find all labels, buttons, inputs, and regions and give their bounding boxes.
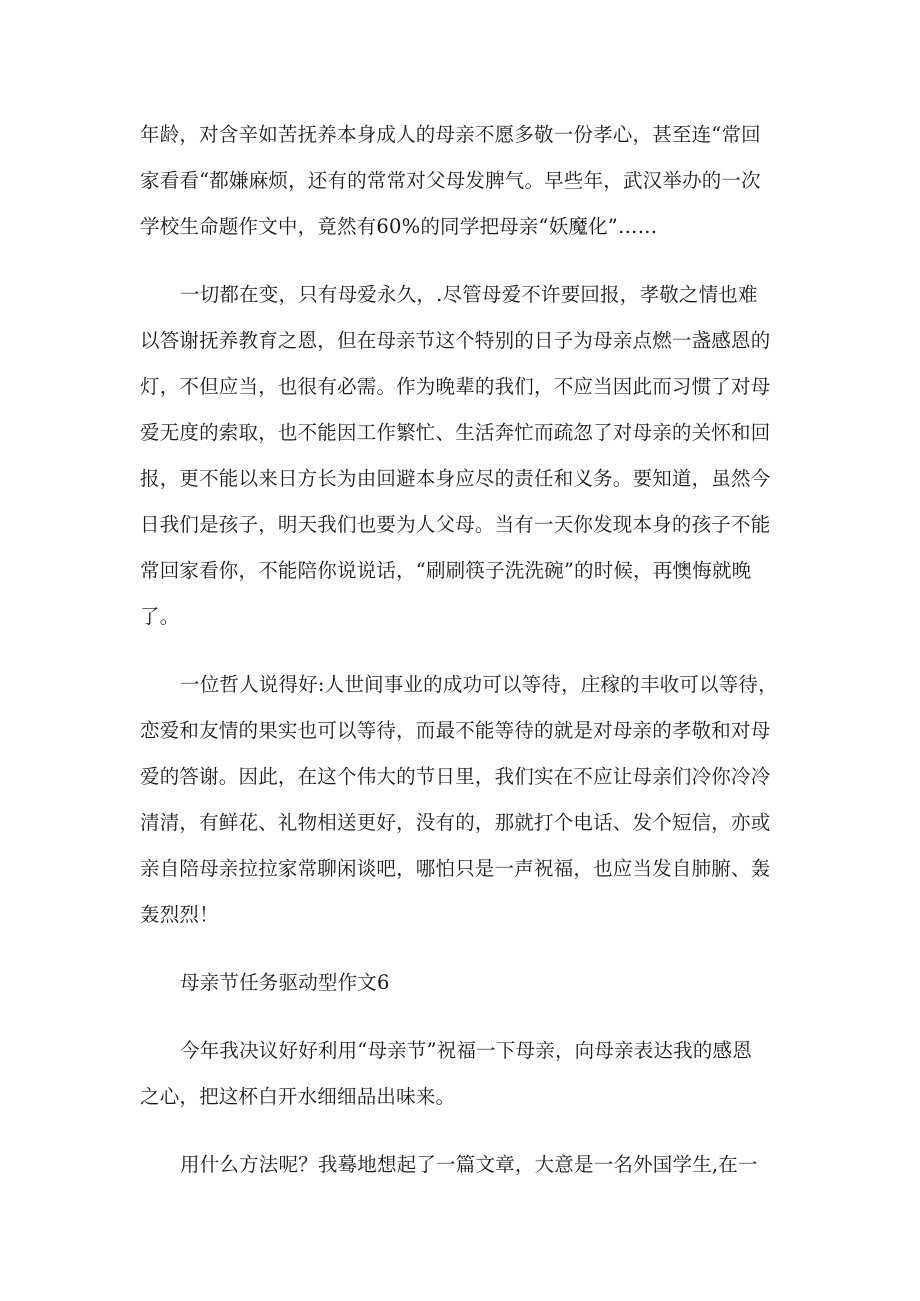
text-line: 年龄，对含辛如苦抚养本身成人的母亲不愿多敬一份孝心，甚至连“常回 (140, 123, 761, 146)
text-line: 一切都在变，只有母爱永久，.尽管母爱不许要回报，孝敬之情也难 (180, 283, 758, 306)
text-line: 学校生命题作文中，竟然有60%的同学把母亲“妖魔化”…… (140, 215, 658, 238)
text-line: 之心，把这杯白开水细细品出味来。 (140, 1085, 456, 1108)
text-line: 轰烈烈！ (140, 903, 219, 926)
text-line: 常回家看你，不能陪你说说话，“刷刷筷子洗洗碗”的时候，再懊悔就晚 (140, 559, 752, 582)
text-line: 灯，不但应当，也很有必需。作为晚辈的我们，不应当因此而习惯了对母 (140, 375, 771, 398)
text-line: 恋爱和友情的果实也可以等待，而最不能等待的就是对母亲的孝敬和对母 (140, 719, 771, 742)
text-line: 报，更不能以来日方长为由回避本身应尽的责任和义务。要知道，虽然今 (140, 467, 771, 490)
text-line: 爱无度的索取，也不能因工作繁忙、生活奔忙而疏忽了对母亲的关怀和回 (140, 421, 771, 444)
text-line: 清清，有鲜花、礼物相送更好，没有的，那就打个电话、发个短信，亦或 (140, 811, 771, 834)
text-line: 一位哲人说得好:人世间事业的成功可以等待，庄稼的丰收可以等待， (180, 673, 778, 696)
text-line: 家看看“都嫌麻烦，还有的常常对父母发脾气。早些年，武汉举办的一次 (140, 169, 761, 192)
text-line: 用什么方法呢？我蓦地想起了一篇文章，大意是一名外国学生,在一 (180, 1153, 758, 1176)
text-line: 以答谢抚养教育之恩，但在母亲节这个特别的日子为母亲点燃一盏感恩的 (140, 329, 771, 352)
text-line: 日我们是孩子，明天我们也要为人父母。当有一天你发现本身的孩子不能 (140, 513, 771, 536)
section-heading: 母亲节任务驱动型作文6 (180, 971, 390, 994)
text-line: 亲自陪母亲拉拉家常聊闲谈吧，哪怕只是一声祝福，也应当发自肺腑、轰 (140, 857, 771, 880)
text-line: 了。 (140, 605, 180, 628)
text-line: 爱的答谢。因此，在这个伟大的节日里，我们实在不应让母亲们冷你冷冷 (140, 765, 771, 788)
text-line: 今年我决议好好利用“母亲节”祝福一下母亲，向母亲表达我的感恩 (180, 1039, 752, 1062)
